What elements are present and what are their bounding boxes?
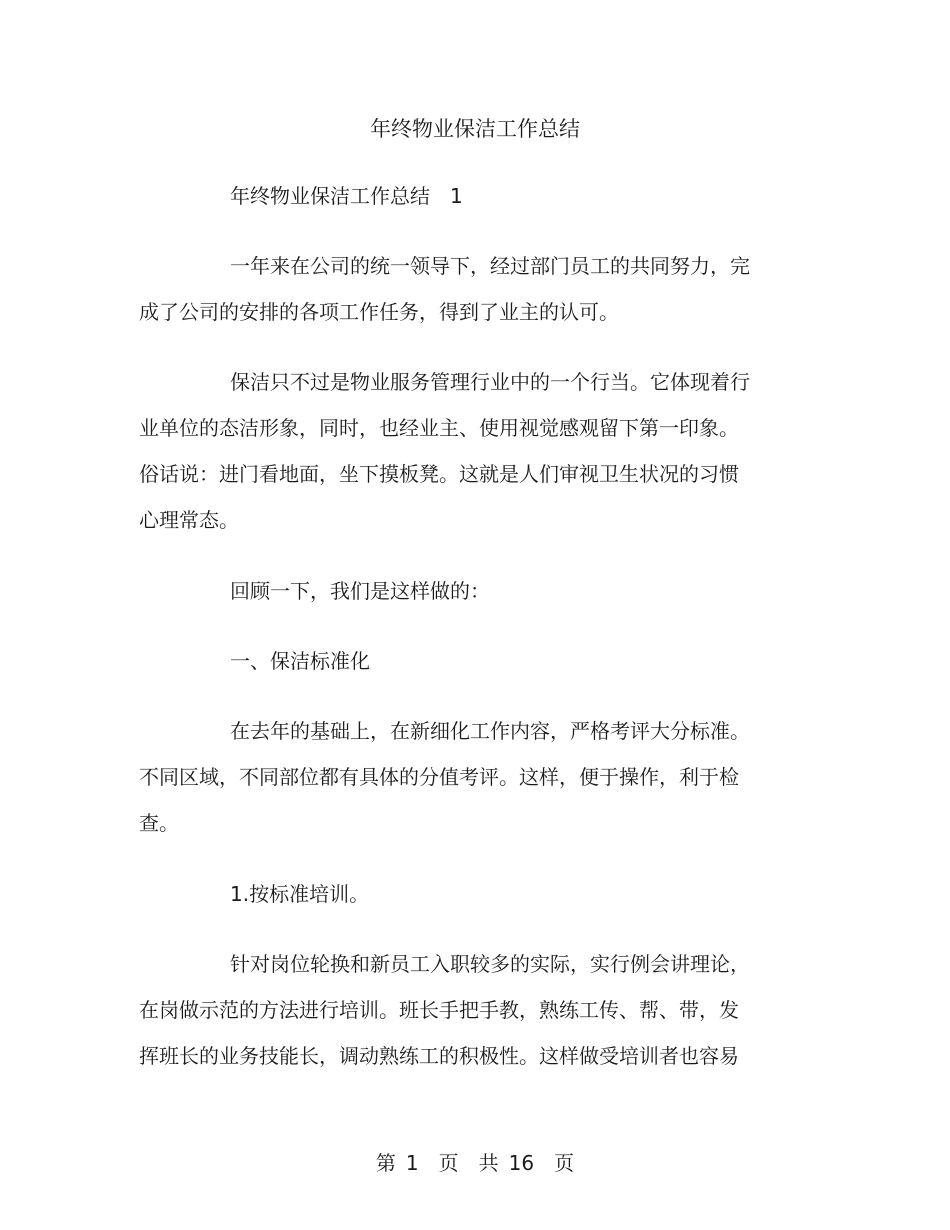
paragraph-2-line-1: 保洁只不过是物业服务管理行业中的一个行当。它体现着行 <box>230 370 750 394</box>
paragraph-2-line-2: 业单位的态洁形象，同时，也经业主、使用视觉感观留下第一印象。 <box>139 416 739 440</box>
paragraph-5-line-2: 不同区域，不同部位都有具体的分值考评。这样，便于操作，利于检 <box>139 765 739 789</box>
paragraph-4-line-1: 一、保洁标准化 <box>230 649 370 673</box>
footer-total-prefix: 共 <box>478 1151 499 1175</box>
paragraph-7-line-1: 针对岗位轮换和新员工入职较多的实际，实行例会讲理论， <box>230 952 750 976</box>
paragraph-3-line-1: 回顾一下，我们是这样做的： <box>230 579 490 603</box>
document-title: 年终物业保洁工作总结 <box>370 117 580 141</box>
paragraph-7-line-3: 挥班长的业务技能长，调动熟练工的积极性。这样做受培训者也容易 <box>139 1044 739 1068</box>
footer-total-pages: 16 <box>508 1151 535 1175</box>
footer-current-page: 1 <box>405 1151 419 1175</box>
footer-page-label: 页 <box>438 1151 459 1175</box>
paragraph-1-line-2: 成了公司的安排的各项工作任务，得到了业主的认可。 <box>139 300 619 324</box>
paragraph-2-line-3: 俗话说：进门看地面，坐下摸板凳。这就是人们审视卫生状况的习惯 <box>139 462 739 486</box>
paragraph-2-line-4: 心理常态。 <box>139 508 239 532</box>
paragraph-6-line-1: 1.按标准培训。 <box>230 882 370 906</box>
paragraph-5-line-3: 查。 <box>139 811 179 835</box>
footer-total-label: 页 <box>554 1151 575 1175</box>
page-footer <box>0 1148 950 1178</box>
footer-prefix: 第 <box>375 1151 396 1175</box>
section-heading: 年终物业保洁工作总结 1 <box>230 184 463 208</box>
paragraph-7-line-2: 在岗做示范的方法进行培训。班长手把手教，熟练工传、帮、带，发 <box>139 998 739 1022</box>
paragraph-5-line-1: 在去年的基础上，在新细化工作内容，严格考评大分标准。 <box>230 719 750 743</box>
paragraph-1-line-1: 一年来在公司的统一领导下，经过部门员工的共同努力，完 <box>230 254 750 278</box>
